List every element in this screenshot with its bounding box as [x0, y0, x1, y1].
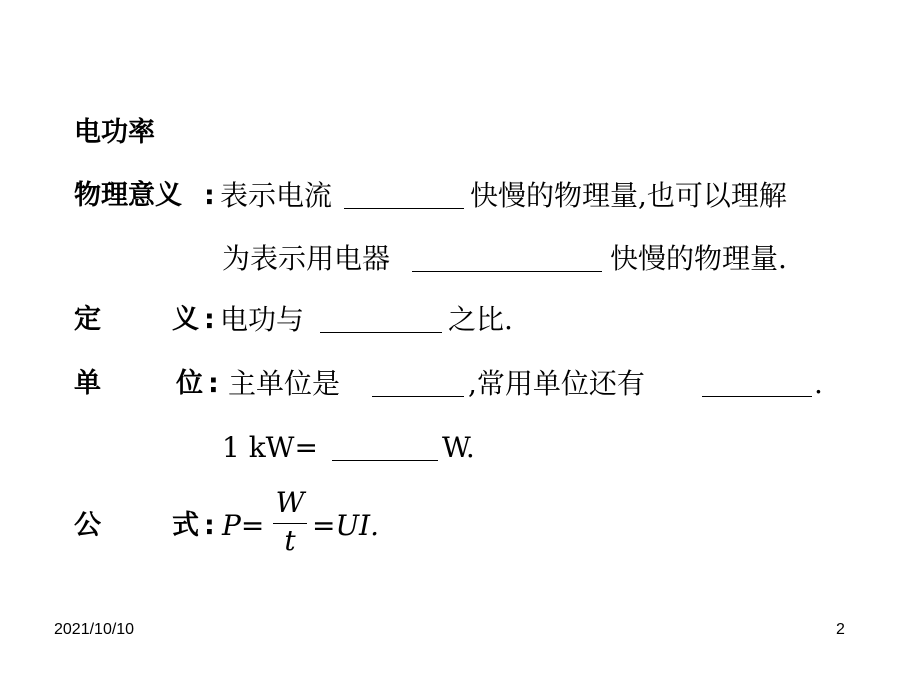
- definition-row: [0, 300, 900, 340]
- definition-colon: :: [204, 304, 215, 335]
- unit-text-1: 主单位是: [228, 367, 341, 400]
- meaning-row-2: [0, 239, 900, 279]
- blank-kw-to-w[interactable]: [332, 460, 438, 461]
- formula-label-b: 式: [172, 510, 199, 541]
- unit-text-3: .: [814, 367, 823, 400]
- unit-label-a: 单: [74, 368, 101, 399]
- formula-lhs: P=: [222, 509, 265, 542]
- formula-label-a: 公: [74, 510, 101, 541]
- unit-text-2: ,常用单位还有: [468, 367, 645, 400]
- formula-numerator: W: [275, 486, 305, 519]
- unit-colon: :: [208, 368, 219, 399]
- formula-colon: :: [204, 510, 215, 541]
- meaning-text-3: 为表示用电器: [222, 242, 391, 275]
- unit-row: [0, 364, 900, 404]
- unit-conversion-text: 1 kW=: [222, 431, 318, 464]
- blank-main-unit[interactable]: [372, 396, 464, 397]
- meaning-label: 物理意义: [74, 180, 182, 211]
- blank-common-unit[interactable]: [702, 396, 812, 397]
- meaning-text-4: 快慢的物理量.: [610, 242, 787, 275]
- unit-conversion-unit: W.: [442, 431, 475, 464]
- unit-conversion-row: [0, 428, 900, 468]
- meaning-row: [0, 176, 900, 216]
- formula-row: [0, 506, 900, 546]
- meaning-colon: :: [204, 180, 215, 211]
- formula-denominator: t: [284, 524, 296, 557]
- blank-appliance-work[interactable]: [412, 271, 602, 272]
- page-number: 2: [836, 621, 845, 638]
- unit-label-b: 位: [176, 368, 203, 399]
- definition-label-b: 义: [172, 304, 199, 335]
- meaning-text-2: 快慢的物理量,也可以理解: [470, 179, 787, 212]
- slide-title: 电功率: [74, 117, 155, 148]
- blank-definition[interactable]: [320, 332, 442, 333]
- definition-text-1: 电功与: [220, 303, 305, 336]
- meaning-text-1: 表示电流: [220, 179, 333, 212]
- definition-label-a: 定: [74, 304, 101, 335]
- footer-date: 2021/10/10: [54, 621, 135, 638]
- formula-rhs: =UI.: [312, 509, 380, 542]
- blank-current-work[interactable]: [344, 208, 464, 209]
- definition-text-2: 之比.: [448, 303, 513, 336]
